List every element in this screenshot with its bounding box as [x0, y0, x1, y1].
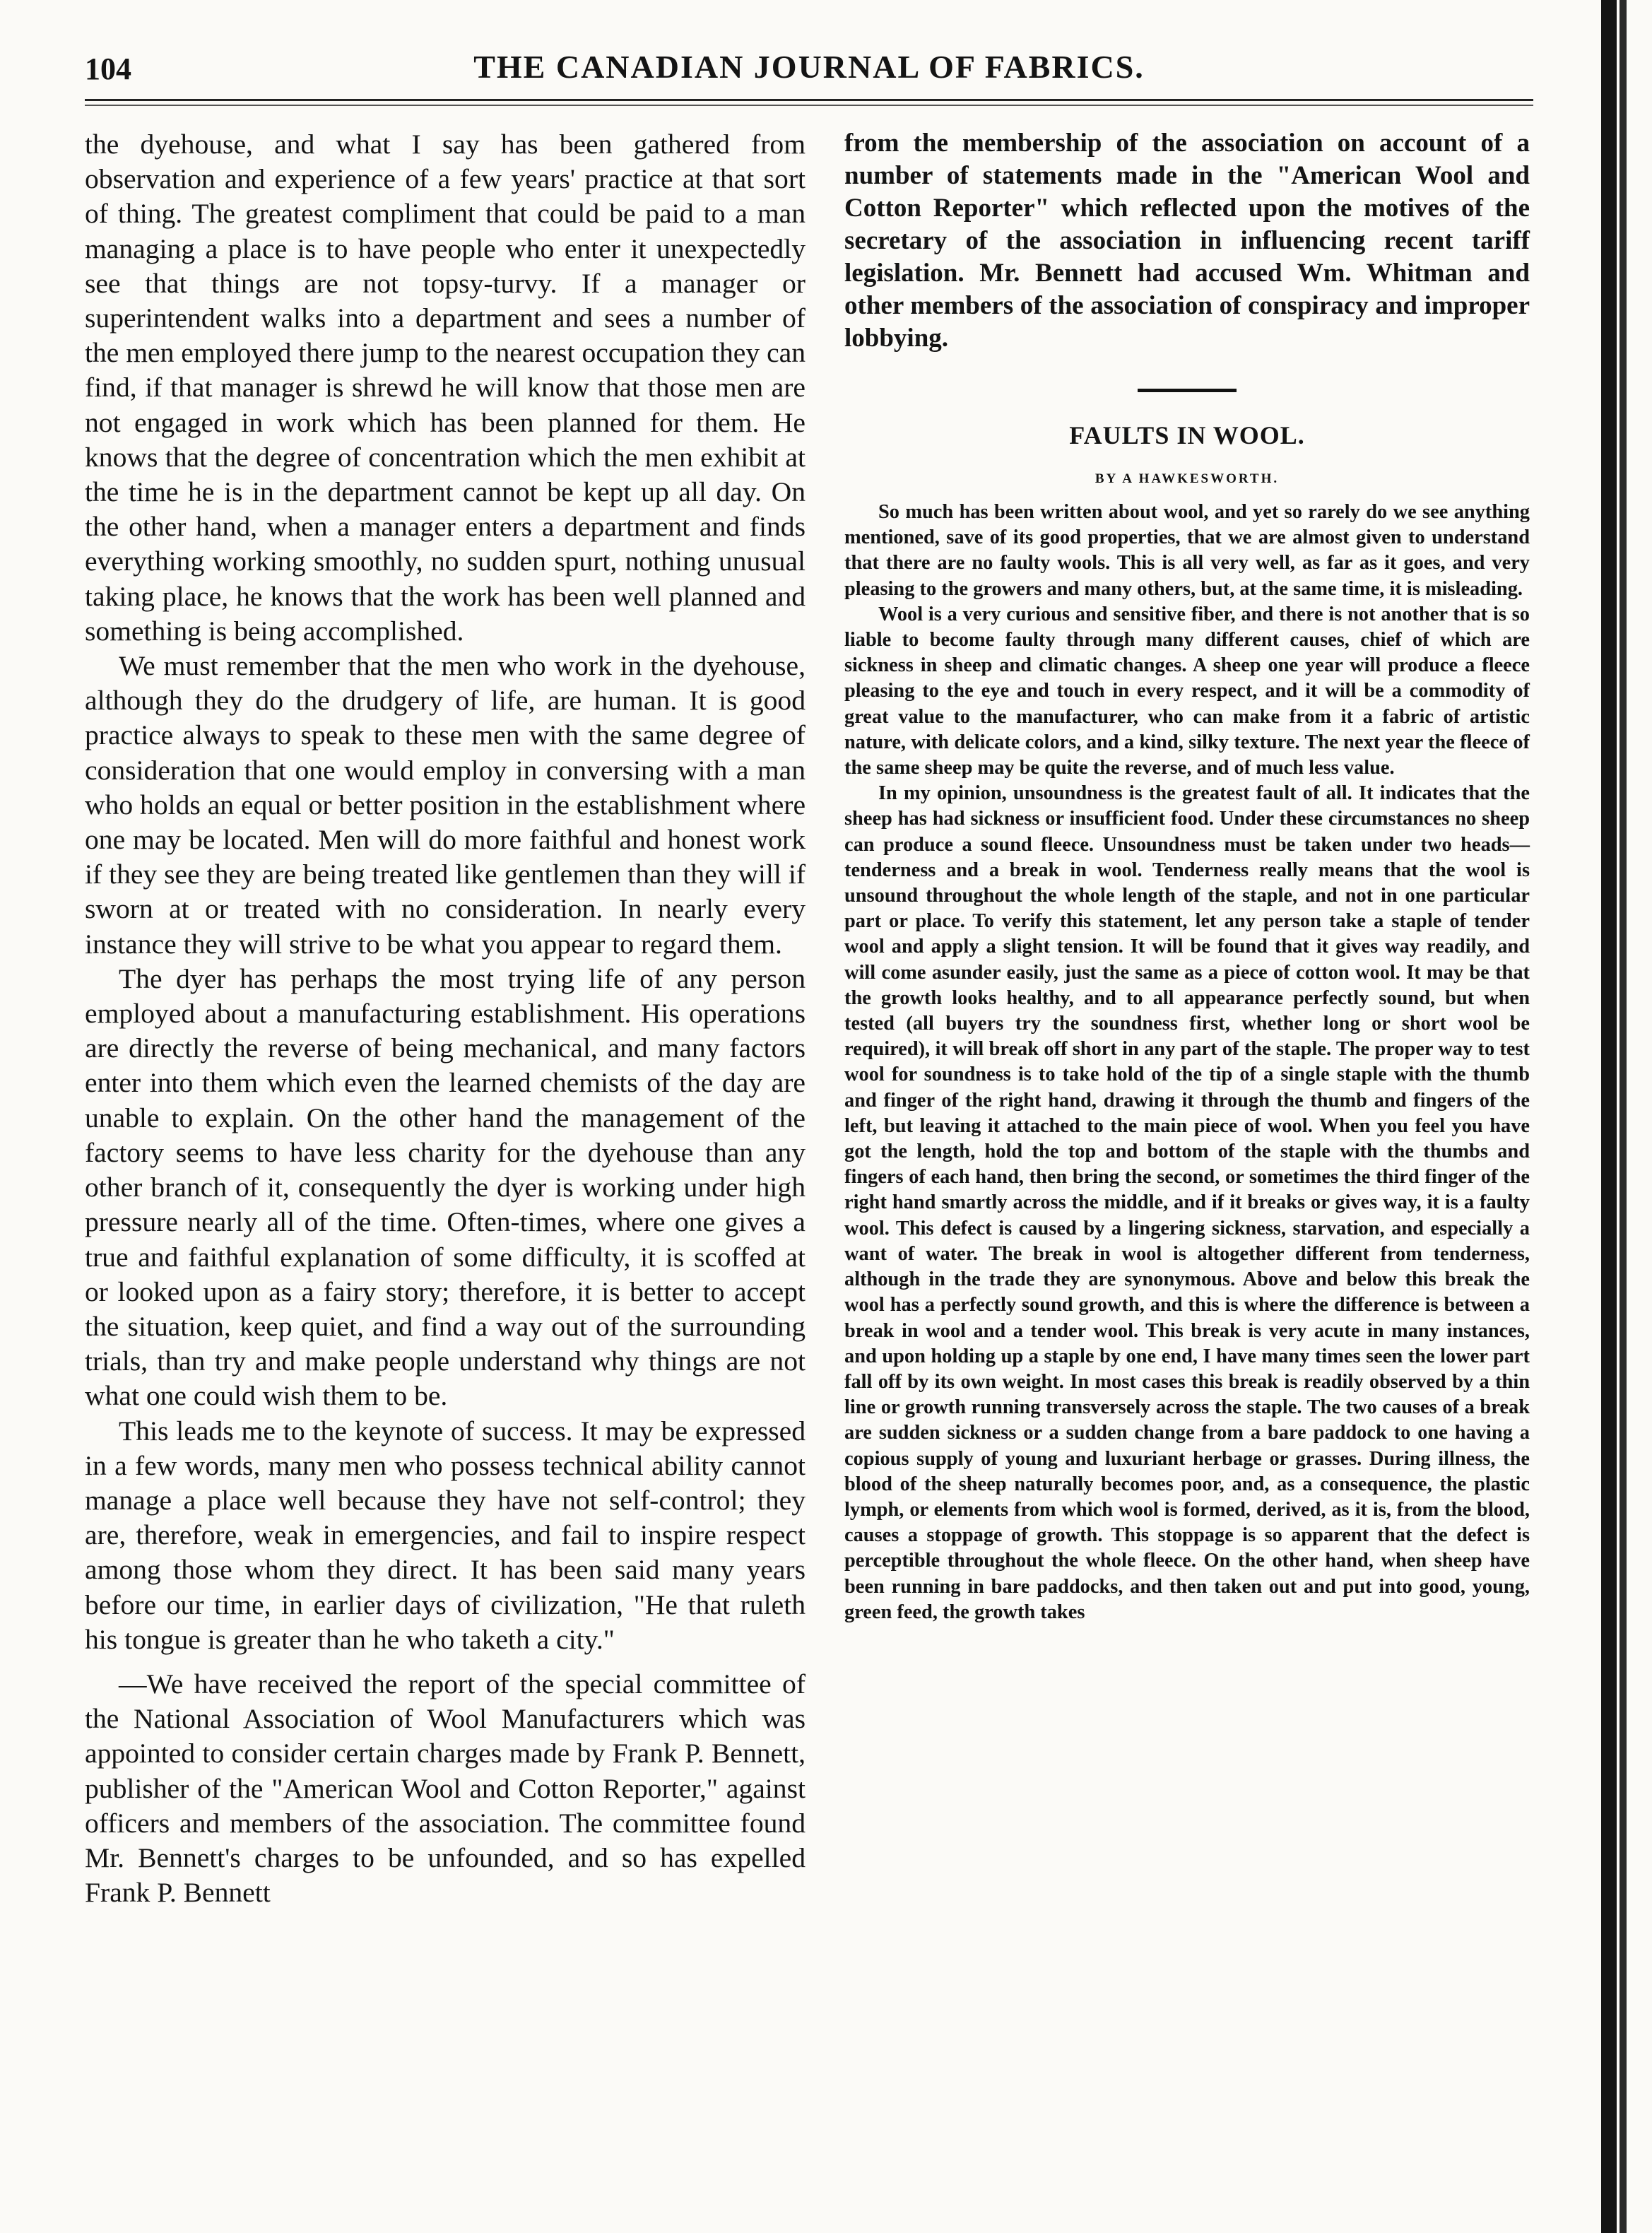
right-column — [844, 127, 1530, 1625]
left-paragraph-4: This leads me to the keynote of success. It may be expressed in a few words, many men who possess technical ability cannot manage a place well because they have not self-control; they are, therefore, weak in emergencies, and fail to inspire respect among those whom they direct. It has been said many years before our time, in earlier days of civilization, "He that ruleth his tongue is greater than he who taketh a city." — [85, 1415, 806, 1655]
article-body — [844, 500, 1530, 1625]
journal-title: THE CANADIAN JOURNAL OF FABRICS. — [473, 49, 1145, 85]
left-paragraph-5: —We have received the report of the special committee of the National Association of Wool Manufacturers which was appointed to consider certain charges made by Frank P. Bennett, publisher of the "American Wool and Cotton Reporter," against officers and members of the association. The committee found Mr. Bennett's charges to be unfounded, and so has expelled Frank P. Bennett — [85, 1668, 806, 1909]
left-paragraph-2: We must remember that the men who work in the dyehouse, although they do the drudgery of life, are human. It is good practice always to speak to these men with the same degree of consideration that one would employ in conversing with a man who holds an equal or better position in the establishment where one may be located. Men will do more faithful and honest work if they see they are being treated like gentlemen than they will if sworn at or treated with no consideration. In nearly every instance they will strive to be what you appear to regard them. — [85, 650, 806, 960]
right-intro-paragraph: from the membership of the association on account of a number of statements made in the "American Wool and Cotton Reporter" which reflected upon the motives of the secretary of the association in influencing recent tariff legislation. Mr. Bennett had accused Wm. Whitman and other members of the association of conspiracy and improper lobbying. — [844, 129, 1530, 353]
header-rule-secondary — [85, 105, 1533, 106]
page-header — [85, 44, 1533, 93]
article-divider — [1138, 389, 1237, 392]
article-byline: BY A HAWKESWORTH. — [1095, 471, 1280, 486]
scan-edge-shadow-secondary — [1619, 0, 1627, 2233]
article-title: FAULTS IN WOOL. — [1069, 421, 1305, 449]
header-rule — [85, 99, 1533, 101]
article-paragraph-1: So much has been written about wool, and yet so rarely do we see anything mentioned, save of its good properties, that we are almost given to understand that there are no faulty wools. This is all very well, as far as it goes, and very pleasing to the growers and many others, but, at the same time, it is misleading. — [844, 501, 1530, 600]
article-paragraph-3: In my opinion, unsoundness is the greatest fault of all. It indicates that the sheep has had sickness or insufficient food. Under these circumstances no sheep can produce a sound fleece. Unsoundness must be taken under two heads—tenderness and a break in wool. Tenderness really means that the wool is unsound throughout the whole length of the staple, and not in one particular part or place. To verify this statement, let any person take a staple of tender wool and apply a slight tension. It will be found that it gives way readily, and will come asunder easily, just the same as a piece of cotton wool. It may be that the growth looks healthy, and to all appearance perfectly sound, but when tested (all buyers try the soundness first, whether long or short wool be required), it will break off short in any part of the staple. The proper way to test wool for soundness is to take hold of the tip of a single staple with the thumb and finger of the right hand, drawing it through the thumb and fingers of the left, but leaving it attached to the main piece of wool. When you feel you have got the length, hold the top and bottom of the staple with the thumbs and fingers of each hand, then bring the second, or sometimes the third finger of the right hand smartly across the middle, and if it breaks or gives way, it is a faulty wool. This defect is caused by a lingering sickness, starvation, and especially a want of water. The break in wool is altogether different from tenderness, although in the trade they are synonymous. Above and below this break the wool has a perfectly sound growth, and this is where the difference is between a break in wool and a tender wool. This break is very acute in many instances, and upon holding up a staple by one end, I have many times seen the lower part fall off by its own weight. In most cases this break is readily observed by a thin line or growth running transversely across the staple. The two causes of a break are sudden sickness or a sudden change from a bare paddock to one having a copious supply of young and luxuriant herbage or grasses. During illness, the blood of the sheep naturally becomes poor, and, as a consequence, the plastic lymph, or elements from which wool is formed, derived, as it is, from the blood, causes a stoppage of growth. This stoppage is so apparent that the defect is perceptible throughout the whole fleece. On the other hand, when sheep have been running in bare paddocks, and then taken out and put into good, young, green feed, the growth takes — [844, 782, 1530, 1623]
article-paragraph-2: Wool is a very curious and sensitive fiber, and there is not another that is so liable to become faulty through many different causes, chief of which are sickness in sheep and climatic changes. A sheep one year will produce a fleece pleasing to the eye and touch in every respect, and it will be a commodity of great value to the manufacturer, who can make from it a fabric of artistic nature, with delicate colors, and a kind, silky texture. The next year the fleece of the same sheep may be quite the reverse, and of much less value. — [844, 603, 1530, 779]
left-paragraph-3: The dyer has perhaps the most trying life of any person employed about a manufacturing establishment. His operations are directly the reverse of being mechanical, and many factors enter into them which even the learned chemists of the day are unable to explain. On the other hand the management of the factory seems to have less charity for the dyehouse than any other branch of it, consequently the dyer is working under high pressure nearly all of the time. Often-times, where one gives a true and faithful explanation of some difficulty, it is scoffed at or looked upon as a fairy story; therefore, it is better to accept the situation, keep quiet, and find a way out of the surrounding trials, than try and make people understand why things are not what one could wish them to be. — [85, 962, 806, 1412]
scan-edge-shadow — [1601, 0, 1617, 2233]
left-column — [85, 127, 806, 1910]
left-paragraph-1: the dyehouse, and what I say has been gathered from observation and experience of a few years' practice at that sort of thing. The greatest compliment that could be paid to a man managing a place is to have people who enter it unexpectedly see that things are not topsy-turvy. If a manager or superintendent walks into a department and sees a number of the men employed there jump to the nearest occupation they can find, if that manager is shrewd he will know that those men are not engaged in work which has been planned for them. He knows that the degree of concentration which the men exhibit at the time he is in the department cannot be kept up all day. On the other hand, when a manager enters a department and finds everything working smoothly, no sudden spurt, nothing unusual taking place, he knows that the work has been well planned and something is being accomplished. — [85, 129, 806, 647]
page-number: 104 — [85, 52, 131, 86]
